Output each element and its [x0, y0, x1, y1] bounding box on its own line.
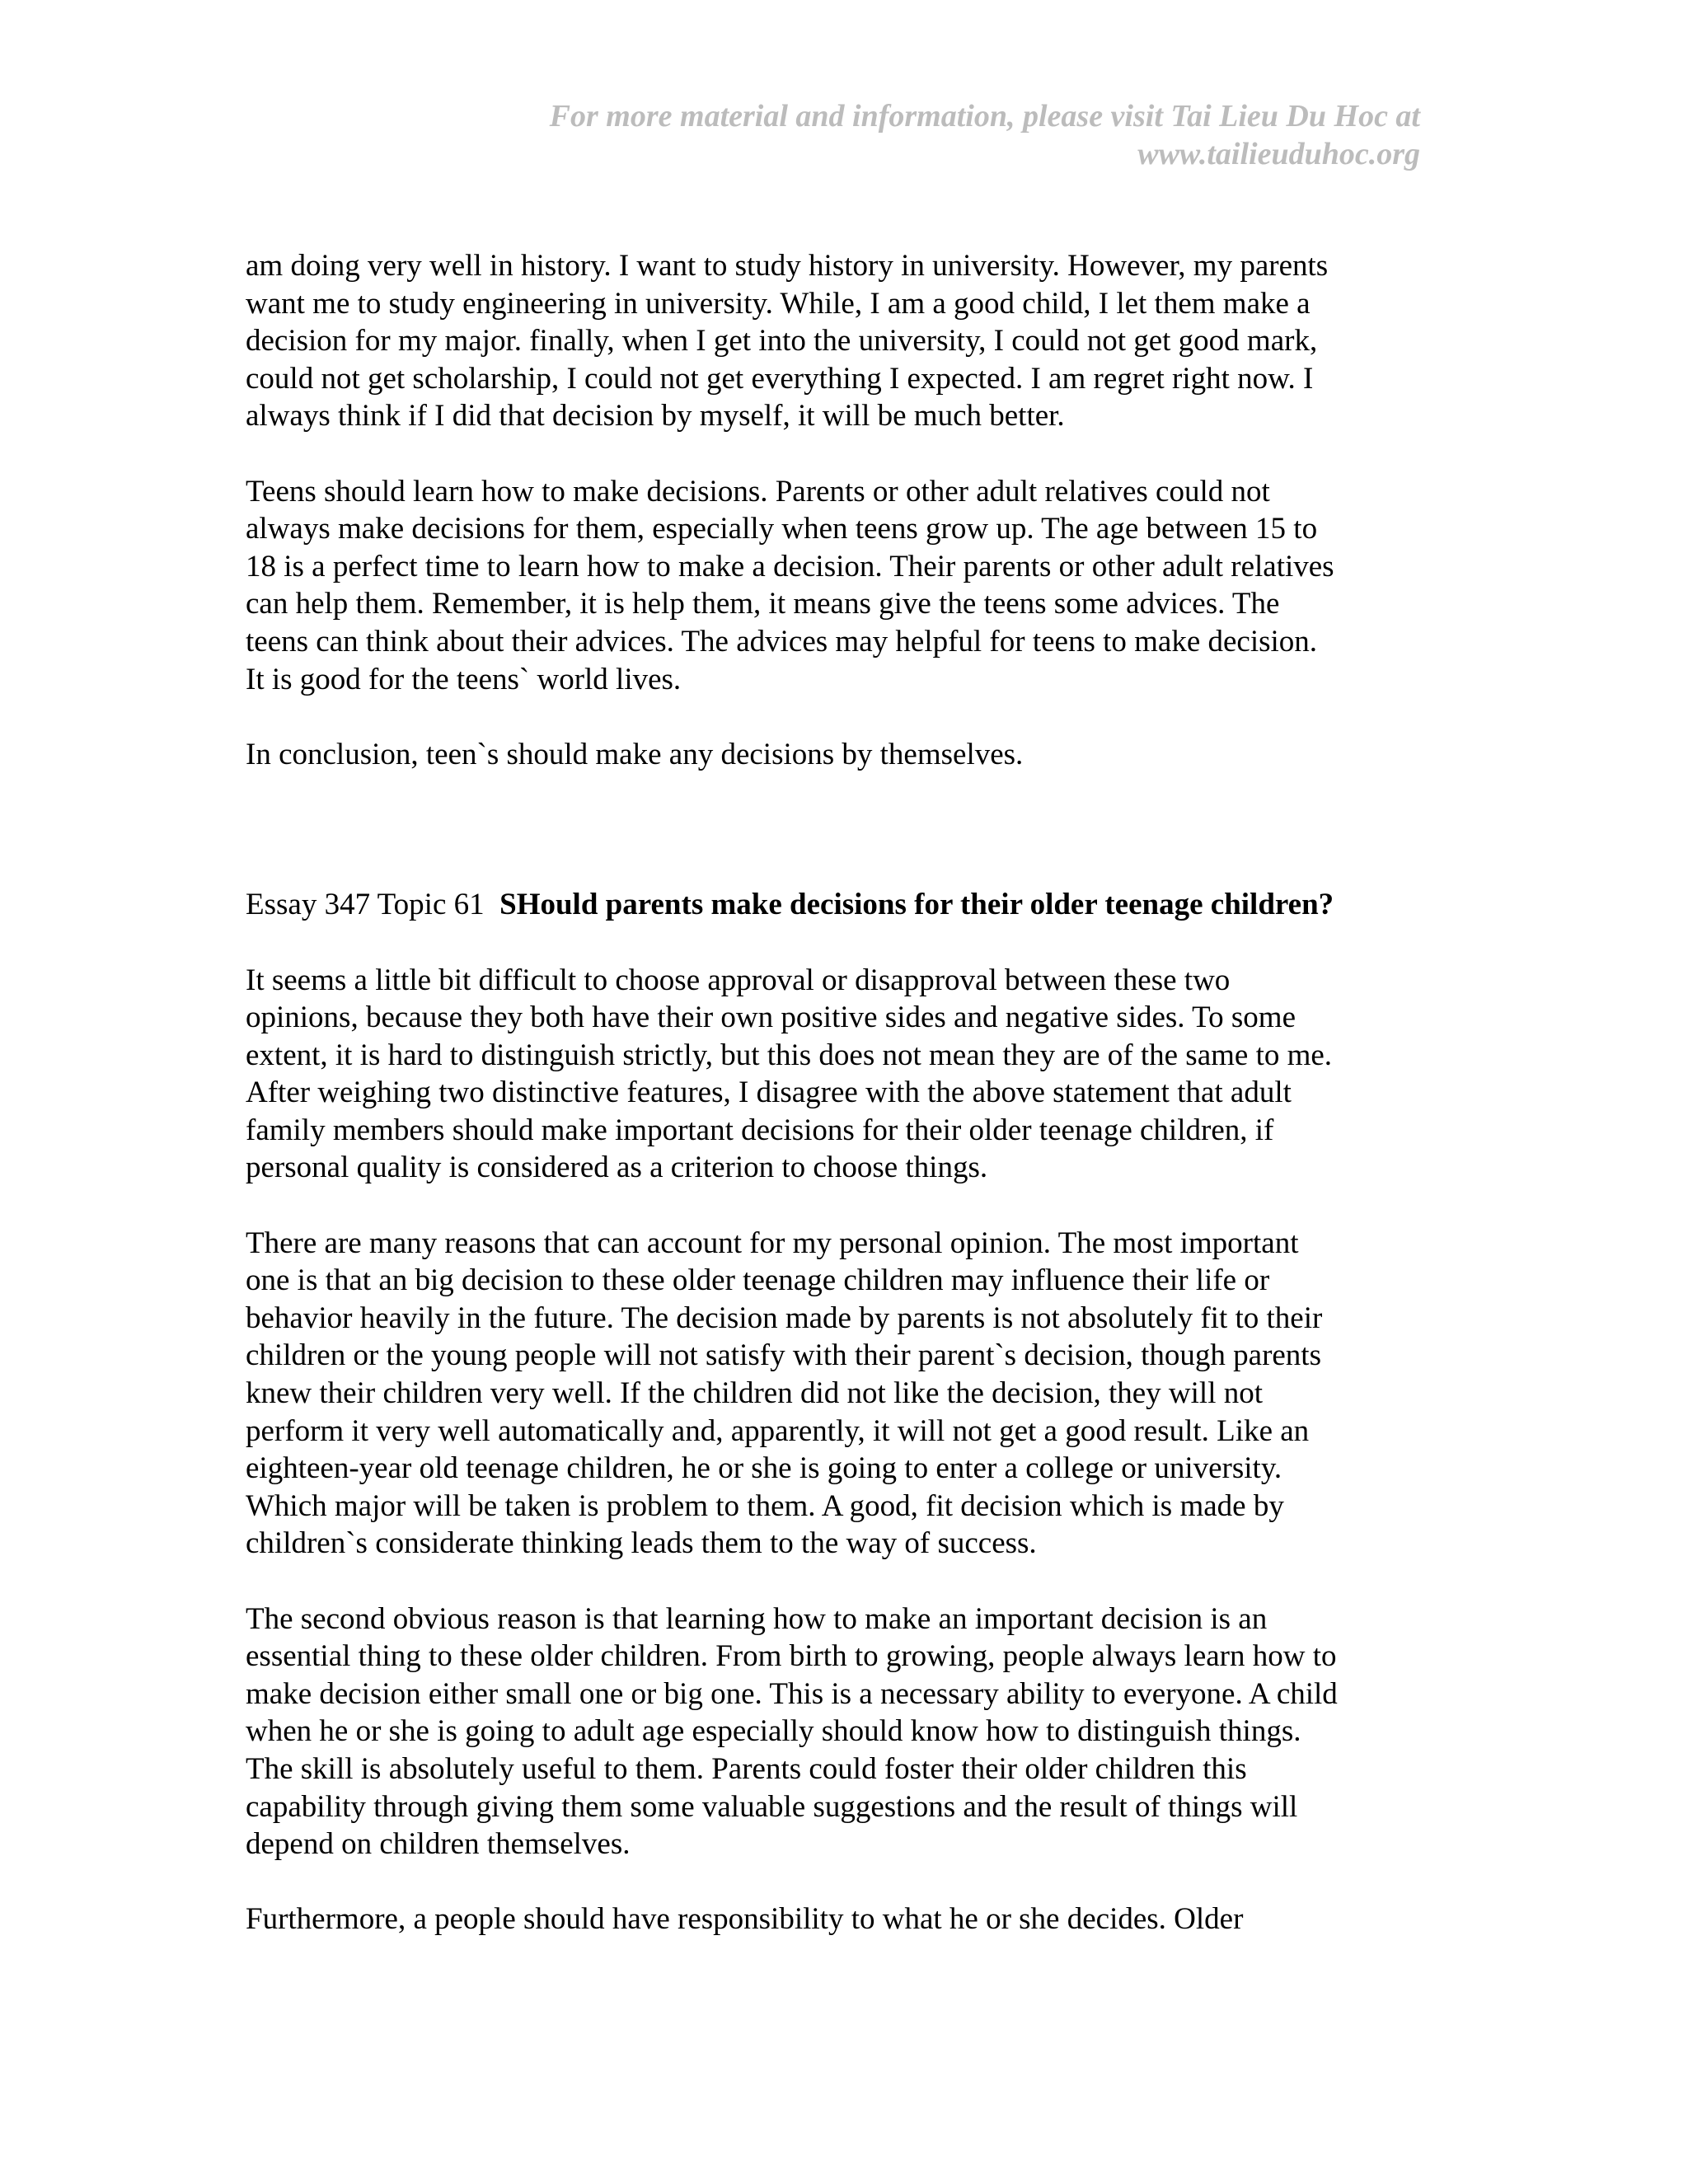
intro-paragraph-2	[246, 473, 1449, 699]
text-line: children`s considerate thinking leads them to the way of success.	[246, 1526, 1037, 1561]
text-line: children or the young people will not satisfy with their parent`s decision, though parents	[246, 1338, 1321, 1373]
text-line: After weighing two distinctive features, I disagree with the above statement that adult	[246, 1076, 1292, 1110]
header-note-line-2: www.tailieuduhoc.org	[1137, 137, 1420, 171]
text-line: teens can think about their advices. The advices may helpful for teens to make decision.	[246, 624, 1318, 658]
text-line: 18 is a perfect time to learn how to make a decision. Their parents or other adult relatives	[246, 549, 1334, 583]
text-line: personal quality is considered as a criterion to choose things.	[246, 1151, 988, 1185]
essay-heading	[246, 886, 1449, 924]
text-line: The skill is absolutely useful to them. Parents could foster their older children this	[246, 1751, 1247, 1786]
text-line: extent, it is hard to distinguish strictly, but this does not mean they are of the same to me.	[246, 1038, 1333, 1072]
text-line: am doing very well in history. I want to study history in university. However, my parents	[246, 249, 1329, 283]
text-line: Teens should learn how to make decisions. Parents or other adult relatives could not	[246, 474, 1270, 509]
text-line: capability through giving them some valuable suggestions and the result of things will	[246, 1789, 1298, 1824]
text-line: It seems a little bit difficult to choose approval or disapproval between these two	[246, 963, 1231, 997]
text-line: behavior heavily in the future. The decision made by parents is not absolutely fit to their	[246, 1301, 1323, 1335]
text-line: could not get scholarship, I could not get everything I expected. I am regret right now. I	[246, 361, 1314, 396]
text-line: perform it very well automatically and, apparently, it will not get a good result. Like an	[246, 1413, 1310, 1448]
essay-paragraph-1	[246, 962, 1449, 1188]
header-note	[349, 97, 1420, 173]
text-line: depend on children themselves.	[246, 1827, 631, 1862]
text-line: It is good for the teens` world lives.	[246, 662, 682, 696]
text-line: can help them. Remember, it is help them, it means give the teens some advices. The	[246, 587, 1280, 621]
essay-label: Essay 347 Topic 61	[246, 888, 485, 922]
text-line: knew their children very well. If the children did not like the decision, they will not	[246, 1376, 1264, 1411]
text-line: always think if I did that decision by myself, it will be much better.	[246, 399, 1065, 434]
text-line: when he or she is going to adult age especially should know how to distinguish things.	[246, 1714, 1301, 1749]
text-line: opinions, because they both have their own positive sides and negative sides. To some	[246, 1001, 1296, 1035]
intro-paragraph-1	[246, 247, 1449, 435]
text-line: In conclusion, teen`s should make any decisions by themselves.	[246, 737, 1024, 771]
essay-paragraph-2	[246, 1225, 1449, 1563]
text-line: always make decisions for them, especially when teens grow up. The age between 15 to	[246, 512, 1318, 546]
text-line: want me to study engineering in university. While, I am a good child, I let them make a	[246, 286, 1311, 321]
text-line: family members should make important decisions for their older teenage children, if	[246, 1113, 1274, 1147]
essay-paragraph-4	[246, 1900, 1449, 1938]
header-note-line-1: For more material and information, please visit Tai Lieu Du Hoc at	[549, 99, 1420, 134]
text-line: decision for my major. finally, when I get into the university, I could not get good mark,	[246, 324, 1318, 359]
text-line: The second obvious reason is that learning how to make an important decision is an	[246, 1601, 1268, 1636]
text-line: one is that an big decision to these older teenage children may influence their life or	[246, 1263, 1270, 1298]
text-line: Which major will be taken is problem to them. A good, fit decision which is made by	[246, 1488, 1284, 1523]
document-body	[246, 247, 1449, 1976]
text-line: Furthermore, a people should have responsibility to what he or she decides. Older	[246, 1902, 1244, 1937]
essay-paragraph-3	[246, 1601, 1449, 1863]
text-line: There are many reasons that can account for my personal opinion. The most important	[246, 1226, 1299, 1260]
text-line: eighteen-year old teenage children, he or she is going to enter a college or university.	[246, 1451, 1282, 1486]
text-line: make decision either small one or big one. This is a necessary ability to everyone. A child	[246, 1676, 1338, 1711]
text-line: essential thing to these older children. From birth to growing, people always learn how to	[246, 1639, 1337, 1674]
essay-title: SHould parents make decisions for their older teenage children?	[499, 888, 1334, 922]
conclusion-paragraph	[246, 736, 1449, 774]
